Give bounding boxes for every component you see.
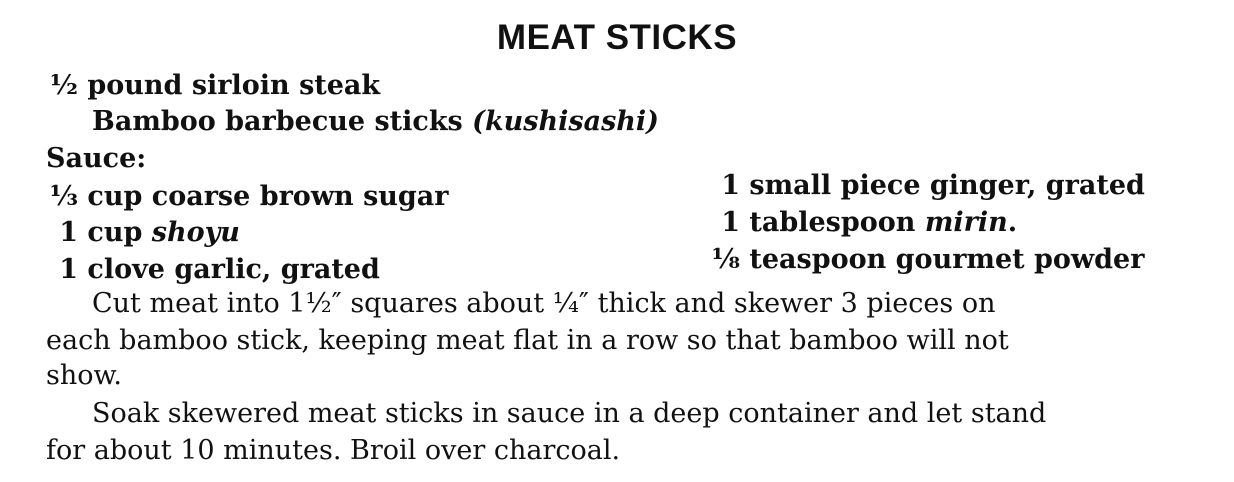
sauce-item-gourmet-powder (700, 246, 1144, 273)
ingredient-italic: mirin (924, 207, 1008, 238)
ingredient-text: cup (87, 217, 143, 248)
ingredient-text: cup coarse brown sugar (87, 181, 449, 212)
sauce-item-brown-sugar (46, 183, 449, 210)
ingredient-qty: 1 (59, 217, 78, 248)
ingredient-text: tablespoon (749, 207, 916, 238)
instruction-line: show. (46, 360, 122, 391)
ingredient-note: (kushisashi) (472, 106, 659, 137)
sauce-item-shoyu (46, 219, 240, 246)
instruction-line: for about 10 minutes. Broil over charcoal. (46, 435, 621, 466)
ingredient-suffix: . (1007, 207, 1018, 238)
instruction-line: Cut meat into 1½″ squares about ¼″ thick and skewer 3 pieces on (92, 288, 996, 319)
sauce-item-garlic (46, 256, 380, 283)
ingredient-qty: ½ (49, 70, 78, 101)
ingredient-text: pound sirloin steak (87, 70, 381, 101)
ingredient-text: teaspoon gourmet powder (749, 244, 1145, 275)
recipe-title: MEAT STICKS (496, 18, 738, 57)
instruction-line: Soak skewered meat sticks in sauce in a deep container and let stand (92, 398, 1047, 429)
sauce-item-ginger (700, 172, 1145, 199)
sauce-label: Sauce: (46, 143, 147, 174)
ingredient-sirloin (46, 72, 380, 99)
sauce-item-mirin (700, 209, 1017, 236)
ingredient-text: small piece ginger, grated (749, 170, 1145, 201)
ingredient-text: Bamboo barbecue sticks (92, 106, 463, 137)
instruction-line: each bamboo stick, keeping meat flat in a row so that bamboo will not (46, 325, 1009, 356)
ingredient-qty: 1 (721, 170, 740, 201)
ingredient-qty: 1 (59, 254, 78, 285)
ingredient-qty: ⅓ (50, 181, 78, 212)
ingredient-bamboo-sticks (92, 108, 659, 135)
ingredient-italic: shoyu (151, 217, 240, 248)
ingredient-text: clove garlic, grated (87, 254, 380, 285)
ingredient-qty: 1 (721, 207, 740, 238)
ingredient-qty: ⅛ (712, 244, 740, 275)
